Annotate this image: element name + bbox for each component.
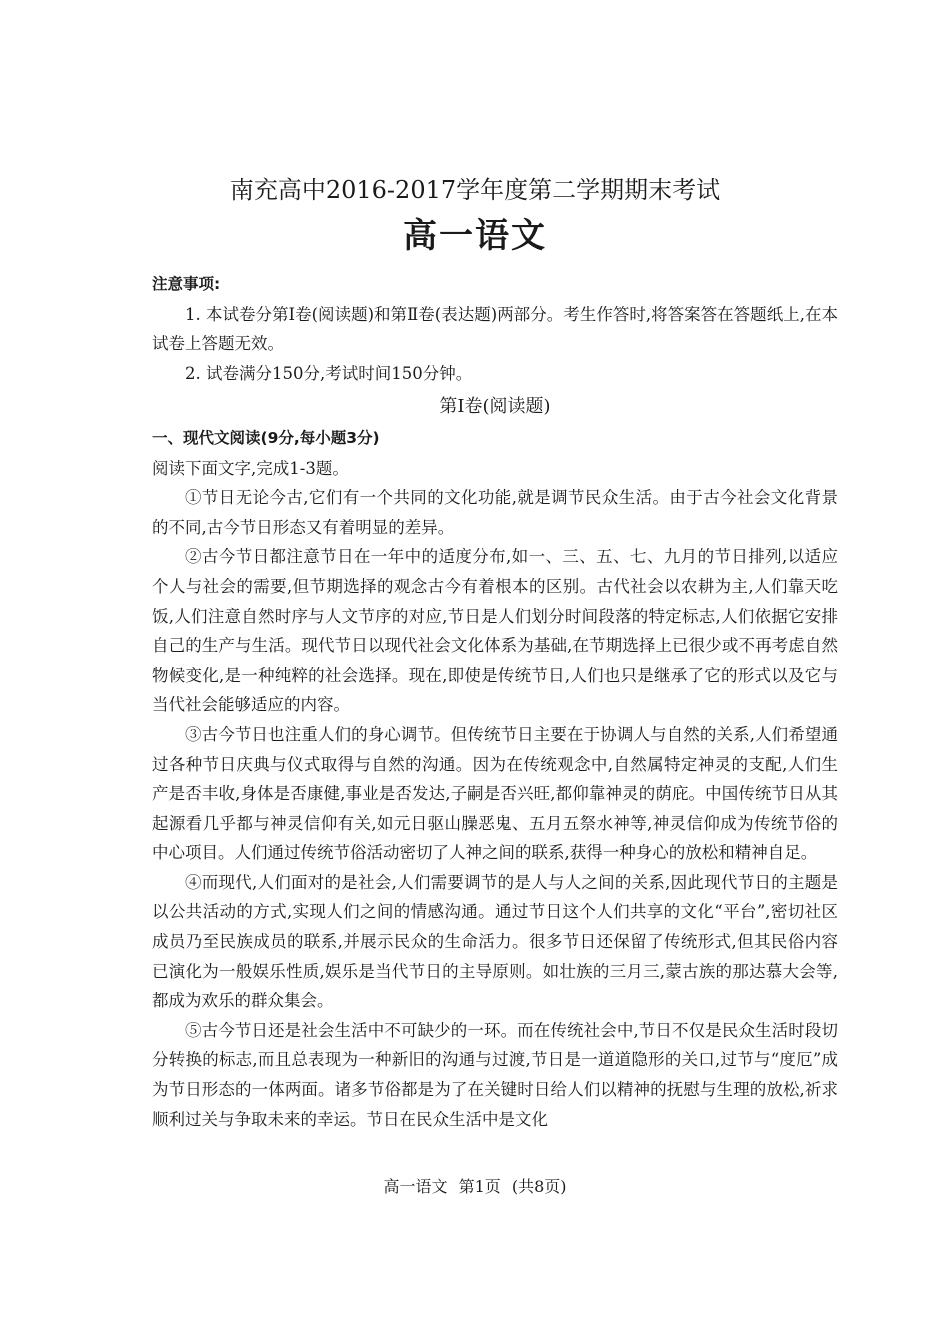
reading-instruction: 阅读下面文字,完成1-3题。 bbox=[152, 458, 349, 478]
passage-paragraph-2: ②古今节日都注意节日在一年中的适度分布,如一、三、五、七、九月的节日排列,以适应个人与社会的需要,但节期选择的观念古今有着根本的区别。古代社会以农耕为主,人们靠天吃饭,人们注意自然时序与人文节序的对应,节日是人们划分时间段落的特定标志,人们依据它安排自己的生产与生活。现代节日以现代社会文化体系为基础,在节期选择上已很少或不再考虑自然物候变化,是一种纯粹的社会选择。现在,即使是传统节日,人们也只是继承了它的形式以及它与当代社会能够适应的内容。 bbox=[152, 547, 838, 715]
note-item-2: 2. 试卷满分150分,考试时间150分钟。 bbox=[185, 363, 473, 383]
passage-paragraph-3: ③古今节日也注重人们的身心调节。但传统节日主要在于协调人与自然的关系,人们希望通过各种节日庆典与仪式取得与自然的沟通。因为在传统观念中,自然属特定神灵的支配,人们生产是否丰收,身体是否康健,事业是否发达,子嗣是否兴旺,都仰靠神灵的荫庇。中国传统节日从其起源看几乎都与神灵信仰有关,如元日驱山臊恶鬼、五月五祭水神等,神灵信仰成为传统节俗的中心项目。人们通过传统节俗活动密切了人神之间的联系,获得一种身心的放松和精神自足。 bbox=[152, 724, 838, 863]
passage-paragraph-5: ⑤古今节日还是社会生活中不可缺少的一环。而在传统社会中,节日不仅是民众生活时段切分转换的标志,而且总表现为一种新旧的沟通与过渡,节日是一道道隐形的关口,过节与“度厄”成为节日形态的一体两面。诸多节俗都是为了在关键时日给人们以精神的抚慰与生理的放松,祈求顺利过关与争取未来的幸运。节日在民众生活中是文化 bbox=[152, 1020, 838, 1129]
passage-paragraph-4: ④而现代,人们面对的是社会,人们需要调节的是人与人之间的关系,因此现代节日的主题是以公共活动的方式,实现人们之间的情感沟通。通过节日这个人们共享的文化“平台”,密切社区成员乃至民族成员的联系,并展示民众的生命活力。很多节日还保留了传统形式,但其民俗内容已演化为一般娱乐性质,娱乐是当代节日的主导原则。如壮族的三月三,蒙古族的那达慕大会等,都成为欢乐的群众集会。 bbox=[152, 872, 838, 1011]
part-heading: 一、现代文阅读(9分,每小题3分) bbox=[152, 428, 380, 447]
notes-heading: 注意事项: bbox=[152, 275, 221, 293]
note-item-1: 1. 本试卷分第Ⅰ卷(阅读题)和第Ⅱ卷(表达题)两部分。考生作答时,将答案答在答题纸上,在本试卷上答题无效。 bbox=[152, 304, 838, 354]
page-footer: 高一语文 第1页 (共8页) bbox=[383, 1177, 567, 1196]
exam-body bbox=[152, 270, 838, 1134]
subject-title: 高一语文 bbox=[403, 216, 547, 256]
section-title: 第Ⅰ卷(阅读题) bbox=[439, 396, 551, 418]
passage-paragraph-1: ①节日无论今古,它们有一个共同的文化功能,就是调节民众生活。由于古今社会文化背景的不同,古今节日形态又有着明显的差异。 bbox=[152, 488, 838, 537]
exam-title: 南充高中2016-2017学年度第二学期期末考试 bbox=[229, 176, 721, 204]
